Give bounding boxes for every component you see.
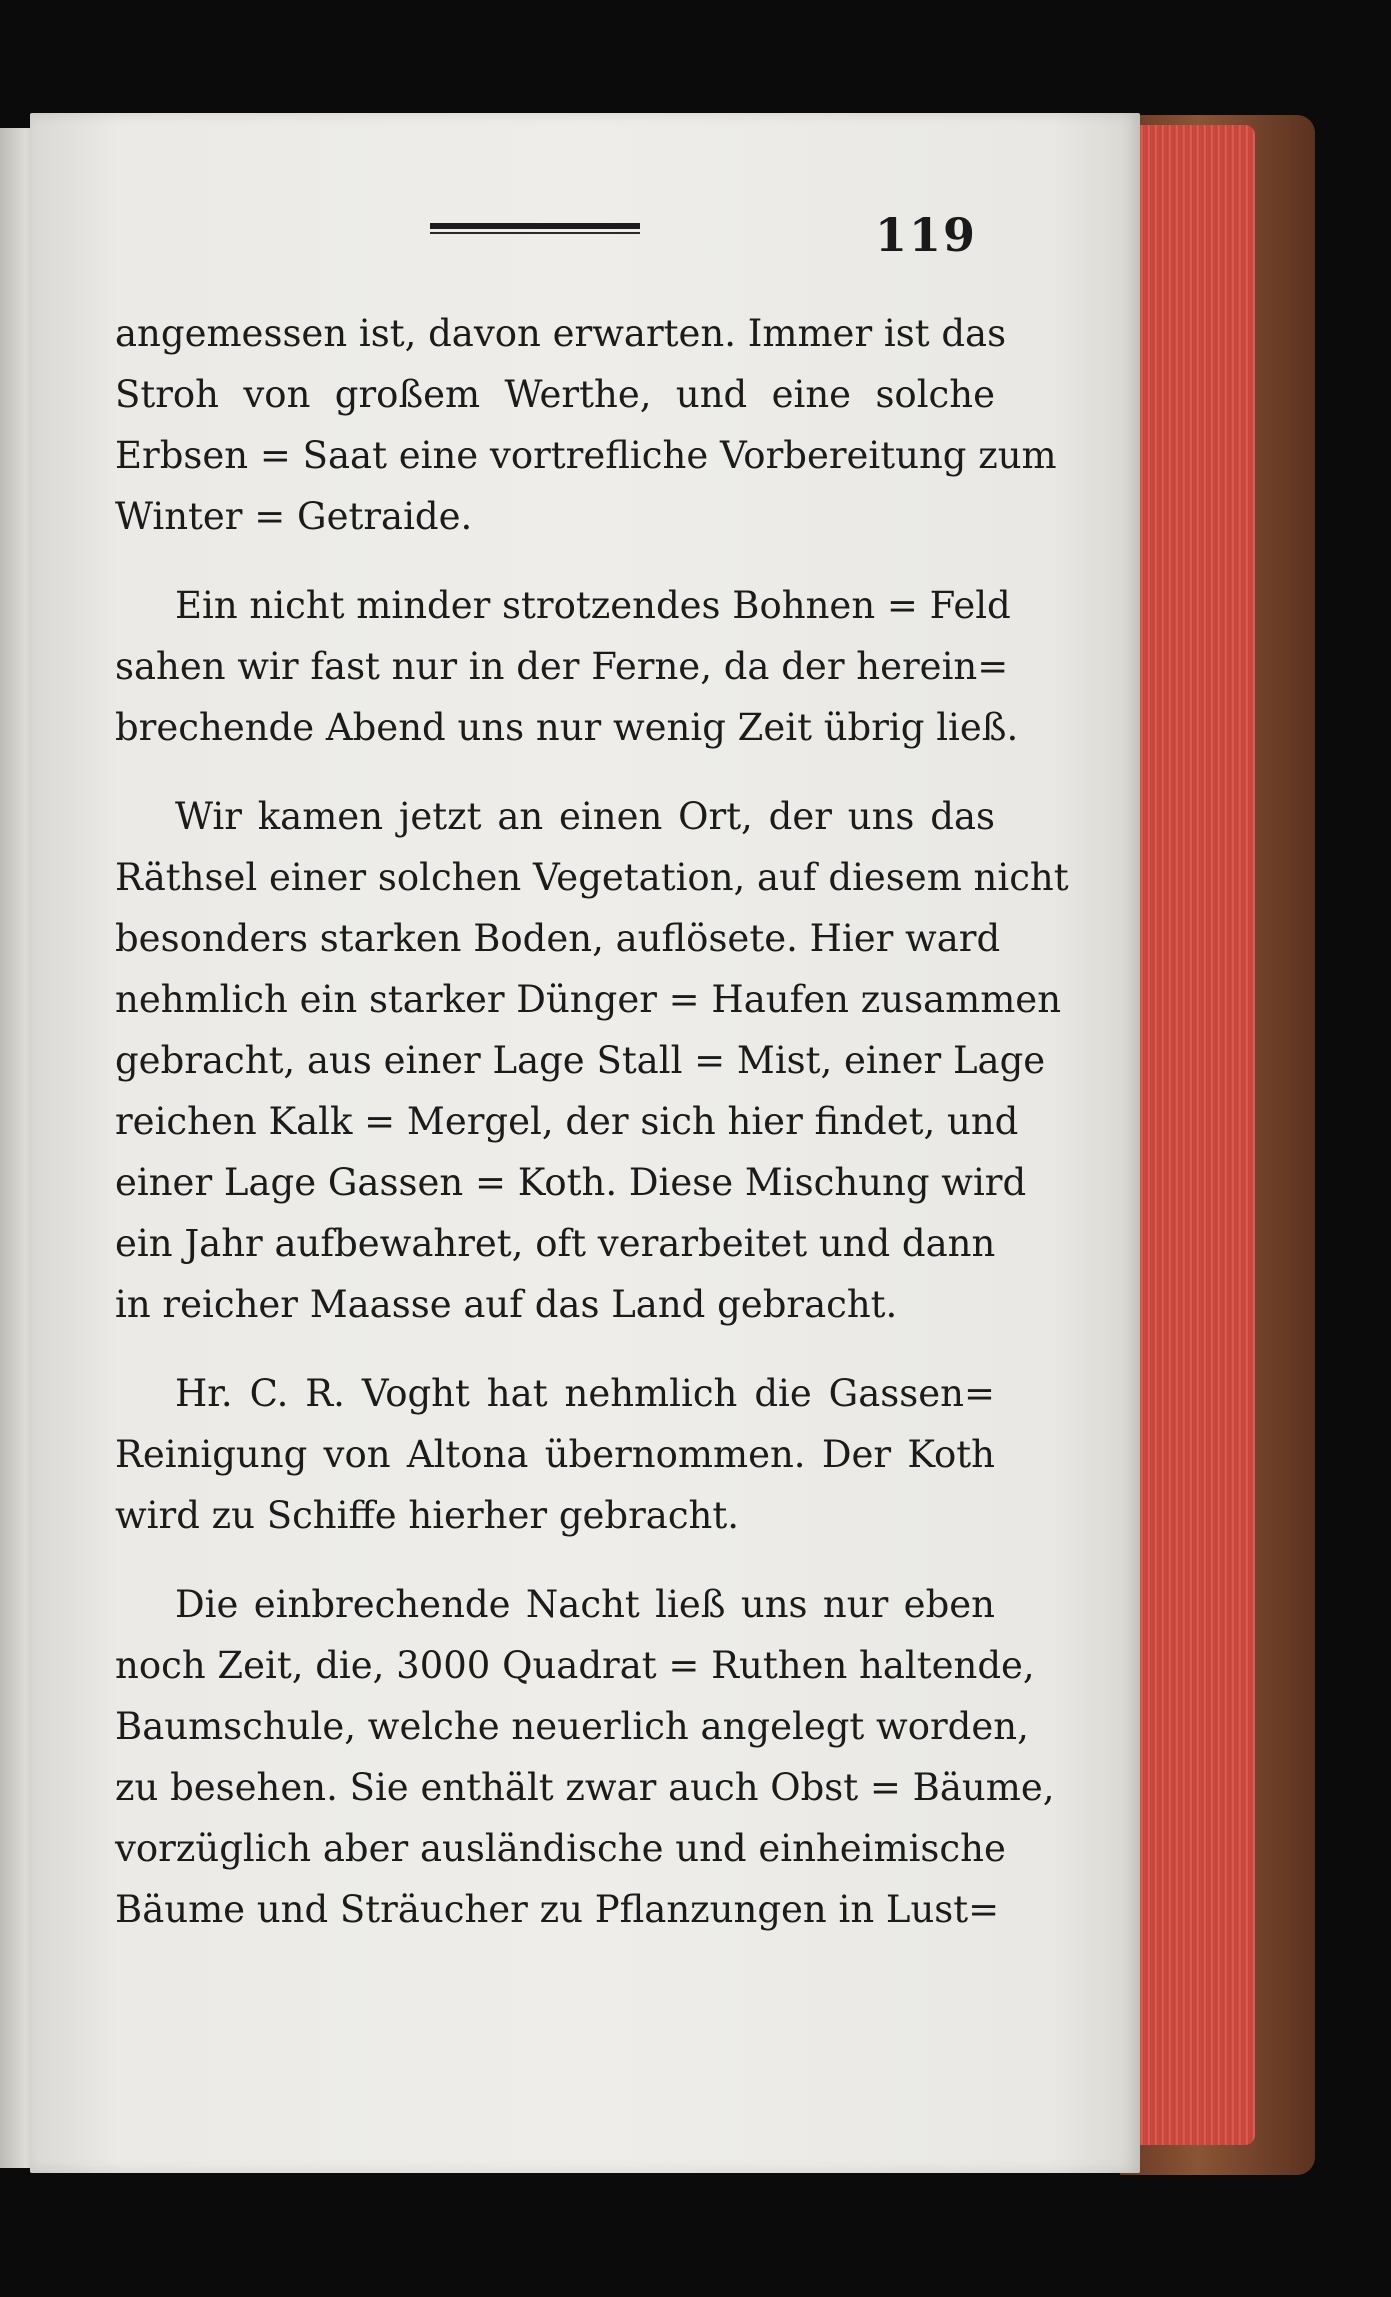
text-line: Winter = Getraide. (115, 495, 473, 538)
text-line: vorzüglich aber ausländische und einheimische (115, 1827, 1006, 1870)
text-line: einer Lage Gassen = Koth. Diese Mischung wird (115, 1161, 1027, 1204)
text-line: brechende Abend uns nur wenig Zeit übrig ließ. (115, 706, 1019, 749)
paragraph (115, 303, 1057, 547)
text-line: Die einbrechende Nacht ließ uns nur eben (175, 1583, 995, 1626)
text-line: Baumschule, welche neuerlich angelegt worden, (115, 1705, 1029, 1748)
paragraph (115, 1574, 1055, 1940)
page-body (115, 303, 1069, 1968)
book-page (30, 113, 1140, 2173)
paragraph (115, 575, 1019, 758)
text-line: sahen wir fast nur in der Ferne, da der herein= (115, 645, 1009, 688)
text-line: ein Jahr aufbewahret, oft verarbeitet und dann (115, 1222, 996, 1265)
text-line: Wir kamen jetzt an einen Ort, der uns das (175, 795, 995, 838)
text-line: Räthsel einer solchen Vegetation, auf diesem nicht (115, 856, 1069, 899)
text-line: Stroh von großem Werthe, und eine solche (115, 373, 995, 416)
text-line: nehmlich ein starker Dünger = Haufen zusammen (115, 978, 1062, 1021)
text-line: noch Zeit, die, 3000 Quadrat = Ruthen haltende, (115, 1644, 1035, 1687)
page-number: 119 (875, 208, 978, 262)
text-line: angemessen ist, davon erwarten. Immer ist das (115, 312, 1007, 355)
text-line: zu besehen. Sie enthält zwar auch Obst = Bäume, (115, 1766, 1055, 1809)
paragraph (115, 786, 1069, 1335)
text-line: Erbsen = Saat eine vortrefliche Vorbereitung zum (115, 434, 1057, 477)
text-line: wird zu Schiffe hierher gebracht. (115, 1494, 740, 1537)
text-line: Bäume und Sträucher zu Pflanzungen in Lust= (115, 1888, 1000, 1931)
text-line: Reinigung von Altona übernommen. Der Koth (115, 1433, 995, 1476)
text-line: Ein nicht minder strotzendes Bohnen = Feld (175, 584, 1011, 627)
text-line: Hr. C. R. Voght hat nehmlich die Gassen= (175, 1372, 995, 1415)
text-line: in reicher Maasse auf das Land gebracht. (115, 1283, 898, 1326)
page-edges (1130, 125, 1255, 2145)
header-ornament (430, 223, 670, 237)
paragraph (115, 1363, 1015, 1546)
text-line: reichen Kalk = Mergel, der sich hier findet, und (115, 1100, 1019, 1143)
text-line: gebracht, aus einer Lage Stall = Mist, einer Lage (115, 1039, 1046, 1082)
text-line: besonders starken Boden, auflösete. Hier ward (115, 917, 1001, 960)
